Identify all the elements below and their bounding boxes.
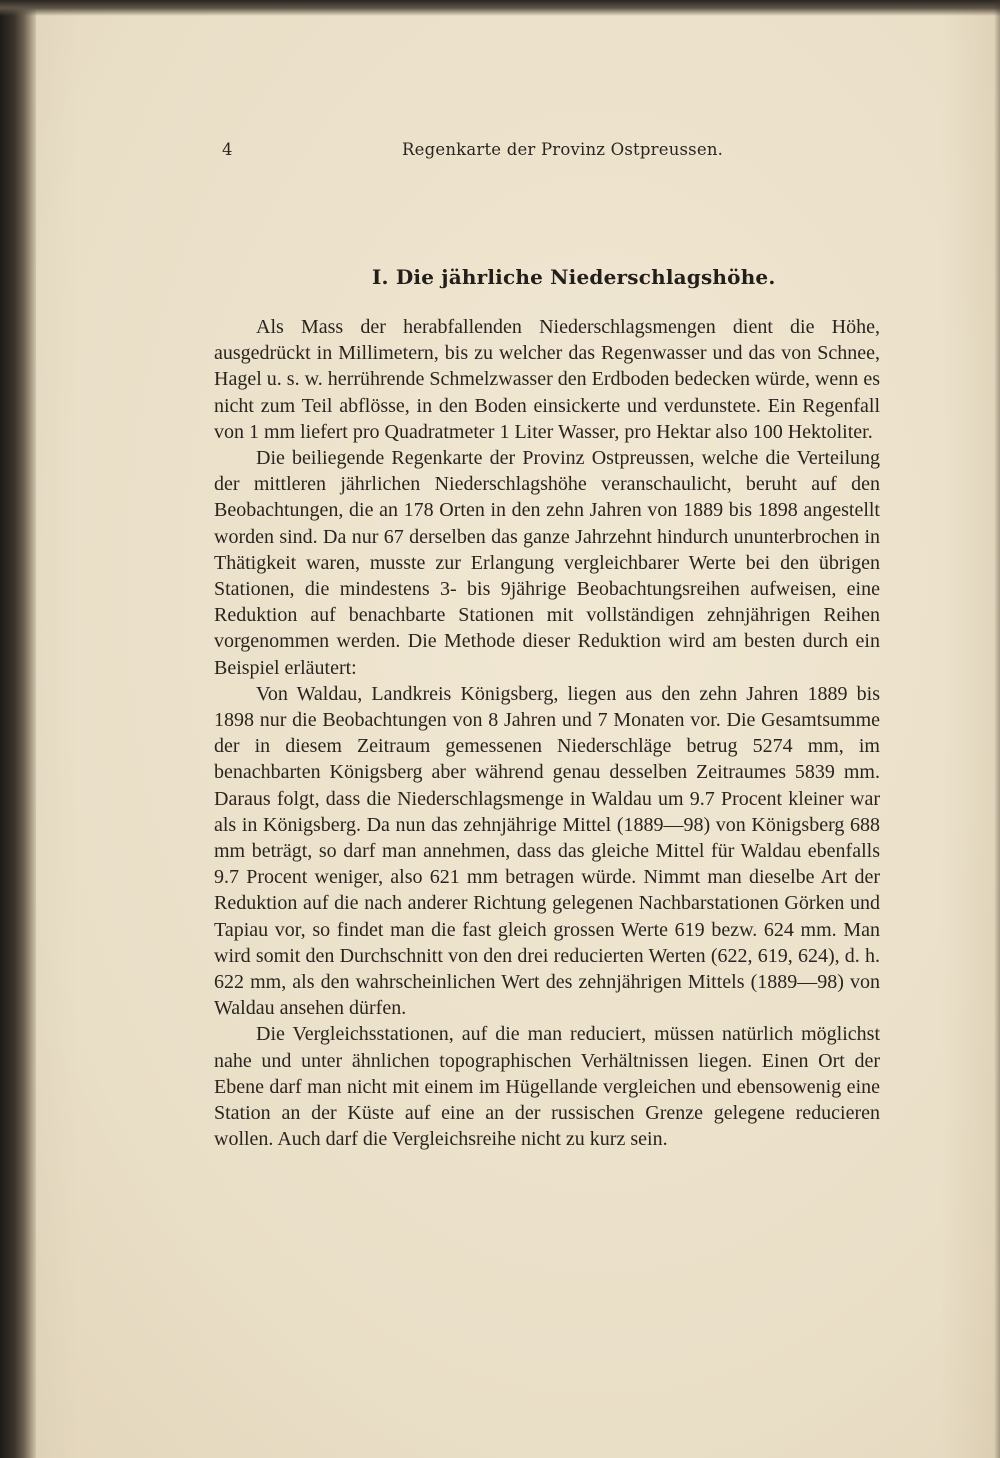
- paragraph-2: Die beiliegende Regenkarte der Provinz Ostpreussen, welche die Verteilung der mittleren jährlichen Niederschlagshöhe veranschaulicht, beruht auf den Beobachtungen, die an 178 Orten in den zehn Jahren von 1889 bis 1898 angestellt worden sind. Da nur 67 derselben das ganze Jahrzehnt hindurch ununterbrochen in Thätigkeit waren, musste zur Erlangung vergleichbarer Werte bei den übrigen Stationen, die mindestens 3- bis 9jährige Beobachtungsreihen aufweisen, eine Reduktion auf benachbarte Stationen mit vollständigen zehnjährigen Reihen vorgenommen werden. Die Methode dieser Reduktion wird am besten durch ein Beispiel erläutert:: [214, 447, 880, 679]
- page-number: 4: [222, 140, 233, 159]
- body-text: [214, 314, 880, 1153]
- running-title: Regenkarte der Provinz Ostpreussen.: [402, 140, 724, 159]
- paragraph-3: Von Waldau, Landkreis Königsberg, liegen aus den zehn Jahren 1889 bis 1898 nur die Beobachtungen von 8 Jahren und 7 Monaten vor. Die Gesamtsumme der in diesem Zeitraum gemessenen Niederschläge betrug 5274 mm, im benachbarten Königsberg aber während genau desselben Zeitraumes 5839 mm. Daraus folgt, dass die Niederschlagsmenge in Waldau um 9.7 Procent kleiner war als in Königsberg. Da nun das zehnjährige Mittel (1889—98) von Königsberg 688 mm beträgt, so darf man annehmen, dass das gleiche Mittel für Waldau ebenfalls 9.7 Procent weniger, also 621 mm betragen würde. Nimmt man dieselbe Art der Reduktion auf die nach anderer Richtung gelegenen Nachbarstationen Görken und Tapiau vor, so findet man die fast gleich grossen Werte 619 bezw. 624 mm. Man wird somit den Durchschnitt von den drei reducierten Werten (622, 619, 624), d. h. 622 mm, als den wahrscheinlichen Wert des zehnjährigen Mittels (1889—98) von Waldau ansehen dürfen.: [214, 682, 880, 1020]
- paragraph-4: Die Vergleichsstationen, auf die man reduciert, müssen natürlich möglichst nahe und unter ähnlichen topographischen Verhältnissen liegen. Einen Ort der Ebene darf man nicht mit einem im Hügellande vergleichen und ebensowenig eine Station an der Küste auf eine an der russischen Grenze gelegene reducieren wollen. Auch darf die Vergleichsreihe nicht zu kurz sein.: [214, 1023, 880, 1151]
- book-binding-edge: [0, 0, 36, 1458]
- paragraph-1: Als Mass der herabfallenden Niederschlagsmengen dient die Höhe, ausgedrückt in Millimetern, bis zu welcher das Regenwasser und das von Schnee, Hagel u. s. w. herrührende Schmelzwasser den Erdboden bedecken würde, wenn es nicht zum Teil abflösse, in den Boden einsickerte und verdunstete. Ein Regenfall von 1 mm liefert pro Quadratmeter 1 Liter Wasser, pro Hektar also 100 Hektoliter.: [214, 316, 880, 443]
- running-header: [222, 140, 882, 168]
- section-heading: I. Die jährliche Niederschlagshöhe.: [372, 265, 776, 289]
- page-top-edge: [0, 0, 1000, 16]
- page-right-edge: [994, 0, 1000, 1458]
